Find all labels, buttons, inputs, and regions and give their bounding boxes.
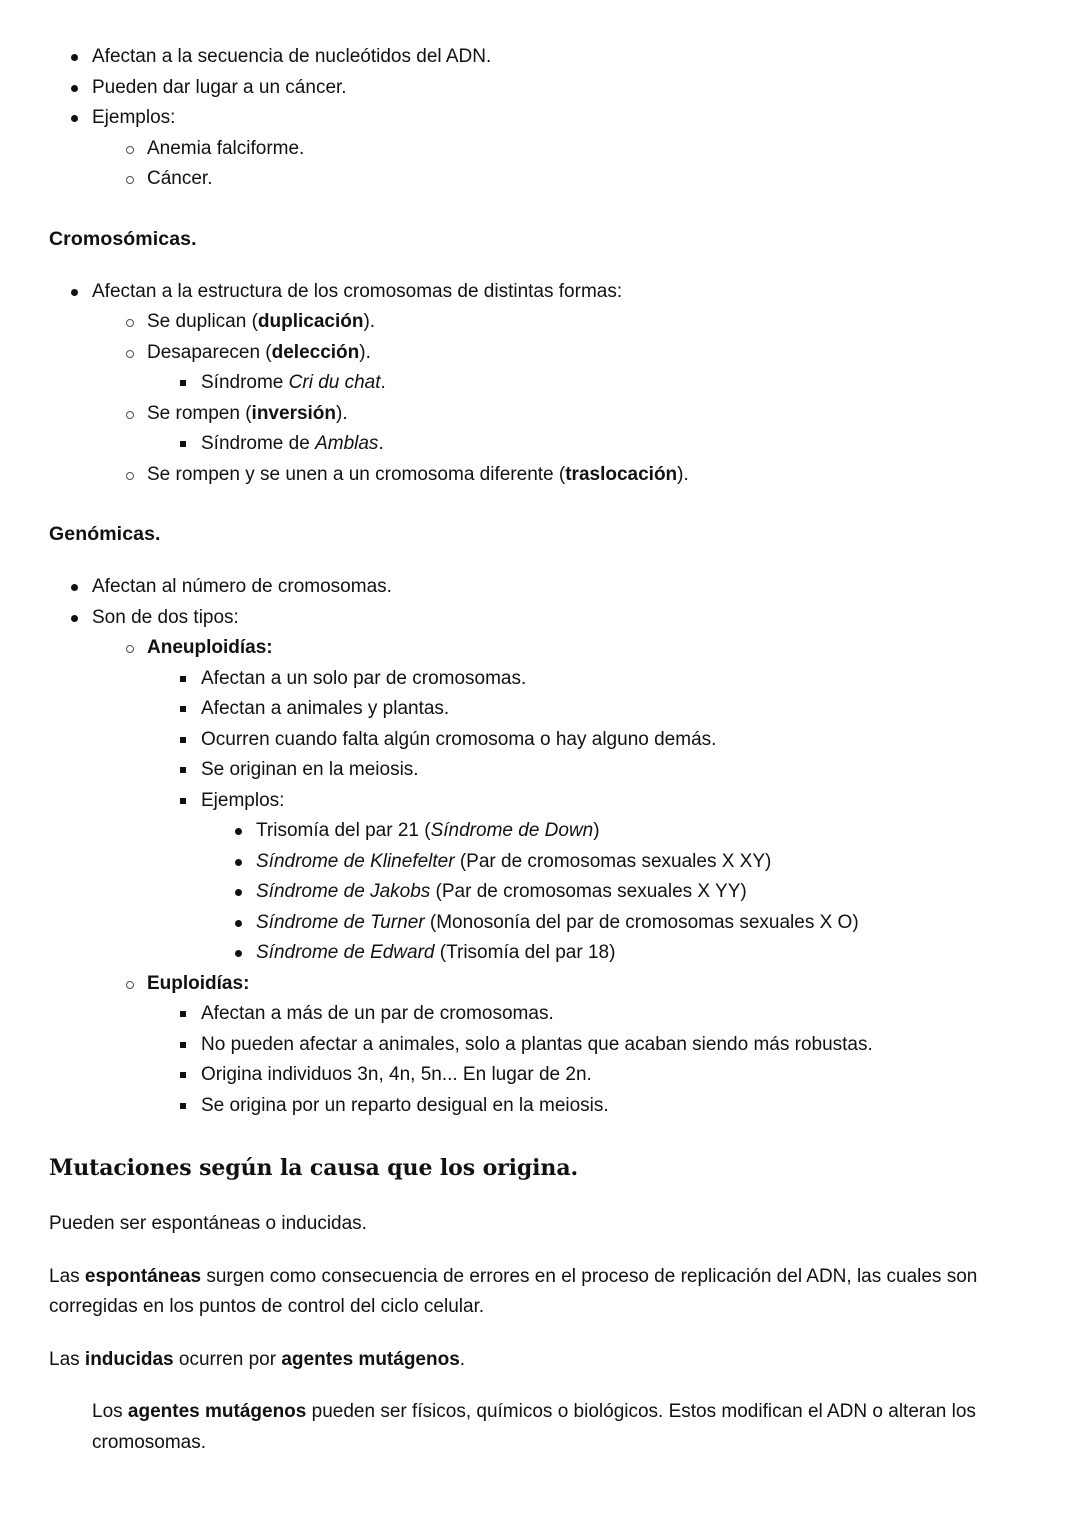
list-item-text bbox=[201, 372, 386, 393]
list-item bbox=[180, 1060, 1032, 1091]
label-euploidias: Euploidías: bbox=[147, 972, 250, 994]
text-run: ocurren por bbox=[173, 1348, 282, 1370]
text-run: ). bbox=[363, 311, 376, 332]
term-amblas: Amblas bbox=[315, 433, 379, 454]
term-inversion: inversión bbox=[251, 402, 337, 424]
bullet-disc-icon bbox=[71, 603, 92, 622]
list-item bbox=[235, 908, 1032, 939]
genic-examples-list bbox=[126, 134, 1032, 195]
text-run: (Monosonía del par de cromosomas sexuales X O) bbox=[424, 911, 859, 933]
text-run: ). bbox=[677, 463, 689, 485]
bullet-square-icon bbox=[180, 755, 201, 773]
list-item-text: Anemia falciforme. bbox=[147, 137, 305, 159]
list-item-text bbox=[147, 403, 348, 424]
bullet-square-icon bbox=[180, 664, 201, 682]
bullet-disc-icon bbox=[71, 572, 92, 591]
bullet-square-icon bbox=[180, 1060, 201, 1078]
list-item bbox=[180, 368, 1032, 399]
bullet-disc-icon bbox=[71, 42, 92, 61]
bullet-circle-icon bbox=[126, 164, 147, 184]
list-item bbox=[126, 164, 1032, 195]
bullet-circle-icon bbox=[126, 307, 147, 327]
list-item bbox=[71, 42, 1032, 73]
text-run: . bbox=[380, 372, 386, 393]
bullet-disc-icon bbox=[235, 908, 256, 927]
term-inducidas: inducidas bbox=[84, 1348, 174, 1370]
term-sindrome-down: Síndrome de Down bbox=[430, 820, 594, 841]
heading-cromosomicas: Cromosómicas. bbox=[49, 227, 197, 250]
paragraph-espontaneas bbox=[49, 1262, 1032, 1323]
list-item bbox=[126, 134, 1032, 165]
list-item-text bbox=[147, 342, 371, 363]
list-item-text: Afectan a animales y plantas. bbox=[201, 698, 450, 719]
list-item bbox=[71, 572, 1032, 603]
genomicas-types-list bbox=[126, 633, 1032, 1121]
list-item-text: Afectan a la secuencia de nucleótidos del ADN. bbox=[92, 46, 492, 67]
text-run: . bbox=[378, 433, 384, 454]
term-cri-du-chat: Cri du chat bbox=[288, 372, 381, 393]
text-run: ) bbox=[593, 820, 600, 841]
list-item-text bbox=[256, 820, 600, 841]
list-item bbox=[180, 429, 1032, 460]
euploidias-list bbox=[180, 999, 1032, 1121]
list-item-text: Afectan a un solo par de cromosomas. bbox=[201, 667, 527, 689]
genomicas-list bbox=[71, 572, 1032, 1121]
list-item bbox=[126, 338, 1032, 399]
cromosomicas-list bbox=[71, 277, 1032, 491]
list-item-text: Se originan en la meiosis. bbox=[201, 759, 419, 780]
heading-mutaciones-causa: Mutaciones según la causa que los origina. bbox=[49, 1155, 579, 1181]
list-item bbox=[180, 1030, 1032, 1061]
paragraph-causa-intro: Pueden ser espontáneas o inducidas. bbox=[49, 1213, 367, 1234]
bullet-disc-icon bbox=[71, 277, 92, 296]
list-item-text bbox=[147, 311, 375, 332]
list-item bbox=[71, 603, 1032, 1122]
text-run: (Trisomía del par 18) bbox=[434, 942, 616, 963]
list-item bbox=[180, 1091, 1032, 1122]
list-item-text: Pueden dar lugar a un cáncer. bbox=[92, 76, 347, 98]
text-run: Las bbox=[49, 1265, 85, 1287]
text-run: (Par de cromosomas sexuales X XY) bbox=[454, 850, 772, 872]
bullet-square-icon bbox=[180, 1030, 201, 1048]
text-run: (Par de cromosomas sexuales X YY) bbox=[430, 881, 747, 902]
text-run: pueden ser físicos, químicos o biológicos. Estos modifican el ADN o alteran los cromosomas. bbox=[92, 1401, 976, 1453]
text-run: Las bbox=[49, 1348, 85, 1370]
bullet-square-icon bbox=[180, 368, 201, 386]
bullet-disc-icon bbox=[235, 877, 256, 896]
genic-mutations-list bbox=[71, 42, 1032, 195]
list-item-text: Afectan a más de un par de cromosomas. bbox=[201, 1003, 554, 1024]
bullet-square-icon bbox=[180, 1091, 201, 1109]
list-item-text: Se origina por un reparto desigual en la meiosis. bbox=[201, 1094, 609, 1116]
bullet-disc-icon bbox=[71, 73, 92, 92]
list-item bbox=[235, 847, 1032, 878]
list-item-text: Ejemplos: bbox=[201, 789, 285, 811]
amblas-list bbox=[180, 429, 1032, 460]
text-run: Se rompen y se unen a un cromosoma diferente ( bbox=[147, 463, 566, 485]
term-sindrome-klinefelter: Síndrome de Klinefelter bbox=[256, 850, 455, 872]
text-run: Se duplican ( bbox=[147, 311, 258, 332]
cri-du-chat-list bbox=[180, 368, 1032, 399]
text-run: ). bbox=[336, 402, 348, 424]
list-item bbox=[126, 399, 1032, 460]
list-item-euploidias bbox=[126, 969, 1032, 1122]
bullet-circle-icon bbox=[126, 460, 147, 480]
bullet-square-icon bbox=[180, 786, 201, 804]
term-traslocacion: traslocación bbox=[565, 463, 678, 485]
list-item bbox=[180, 694, 1032, 725]
list-item bbox=[180, 725, 1032, 756]
list-item-text bbox=[256, 881, 747, 902]
list-item-text bbox=[256, 942, 615, 963]
bullet-disc-icon bbox=[235, 938, 256, 957]
paragraph-inducidas bbox=[49, 1345, 1032, 1376]
term-sindrome-edward: Síndrome de Edward bbox=[256, 942, 435, 963]
bullet-disc-icon bbox=[235, 816, 256, 835]
text-run: surgen como consecuencia de errores en el proceso de replicación del ADN, las cuales son corregidas en los puntos de control del ciclo celular. bbox=[49, 1265, 978, 1317]
spacer bbox=[49, 195, 1032, 203]
bullet-circle-icon bbox=[126, 633, 147, 653]
list-item-text bbox=[256, 912, 859, 933]
list-item bbox=[126, 307, 1032, 338]
list-item bbox=[235, 938, 1032, 969]
list-item bbox=[235, 877, 1032, 908]
label-aneuploidias: Aneuploidías: bbox=[147, 637, 273, 658]
bullet-square-icon bbox=[180, 725, 201, 743]
list-item bbox=[71, 103, 1032, 195]
cromosomicas-sublist bbox=[126, 307, 1032, 490]
term-agentes-mutagenos: agentes mutágenos bbox=[127, 1401, 307, 1422]
list-item bbox=[126, 460, 1032, 491]
term-espontaneas: espontáneas bbox=[84, 1265, 202, 1287]
list-item-text bbox=[256, 851, 771, 872]
text-run: Trisomía del par 21 ( bbox=[256, 820, 431, 841]
term-sindrome-jakobs: Síndrome de Jakobs bbox=[256, 881, 431, 902]
bullet-circle-icon bbox=[126, 969, 147, 989]
list-item-text: Ocurren cuando falta algún cromosoma o hay alguno demás. bbox=[201, 728, 717, 750]
text-run: Se rompen ( bbox=[147, 402, 252, 424]
text-run: ). bbox=[359, 341, 371, 363]
list-item-text: Origina individuos 3n, 4n, 5n... En lugar de 2n. bbox=[201, 1064, 592, 1085]
list-item-text: No pueden afectar a animales, solo a plantas que acaban siendo más robustas. bbox=[201, 1033, 873, 1055]
list-item-text bbox=[147, 464, 689, 485]
list-item-text: Afectan al número de cromosomas. bbox=[92, 576, 392, 597]
text-run: Los bbox=[92, 1401, 128, 1422]
bullet-square-icon bbox=[180, 429, 201, 447]
list-item bbox=[180, 755, 1032, 786]
list-item bbox=[71, 277, 1032, 491]
term-sindrome-turner: Síndrome de Turner bbox=[256, 911, 425, 933]
aneuploidias-examples-list bbox=[235, 816, 1032, 969]
bullet-circle-icon bbox=[126, 338, 147, 358]
list-item-text: Son de dos tipos: bbox=[92, 606, 239, 628]
list-item-text: Ejemplos: bbox=[92, 107, 176, 128]
list-item-text bbox=[201, 433, 384, 454]
term-duplicacion: duplicación bbox=[257, 311, 364, 332]
bullet-square-icon bbox=[180, 999, 201, 1017]
list-item bbox=[71, 73, 1032, 104]
heading-genomicas: Genómicas. bbox=[49, 523, 161, 545]
list-item bbox=[180, 664, 1032, 695]
text-run: Síndrome de bbox=[201, 433, 316, 454]
list-item bbox=[235, 816, 1032, 847]
list-item-text: Cáncer. bbox=[147, 168, 213, 189]
list-item-aneuploidias bbox=[126, 633, 1032, 969]
text-run: Desaparecen ( bbox=[147, 341, 272, 363]
bullet-disc-icon bbox=[235, 847, 256, 866]
list-item-text: Afectan a la estructura de los cromosomas de distintas formas: bbox=[92, 280, 623, 302]
bullet-circle-icon bbox=[126, 134, 147, 154]
bullet-circle-icon bbox=[126, 399, 147, 419]
bullet-square-icon bbox=[180, 694, 201, 712]
term-deleccion: delección bbox=[271, 341, 360, 363]
bullet-disc-icon bbox=[71, 103, 92, 122]
term-agentes-mutagenos: agentes mutágenos bbox=[281, 1348, 460, 1370]
list-item bbox=[180, 999, 1032, 1030]
aneuploidias-list bbox=[180, 664, 1032, 969]
paragraph-agentes-mutagenos bbox=[92, 1397, 1032, 1458]
text-run: . bbox=[459, 1348, 466, 1370]
list-item bbox=[180, 786, 1032, 969]
text-run: Síndrome bbox=[201, 372, 289, 393]
